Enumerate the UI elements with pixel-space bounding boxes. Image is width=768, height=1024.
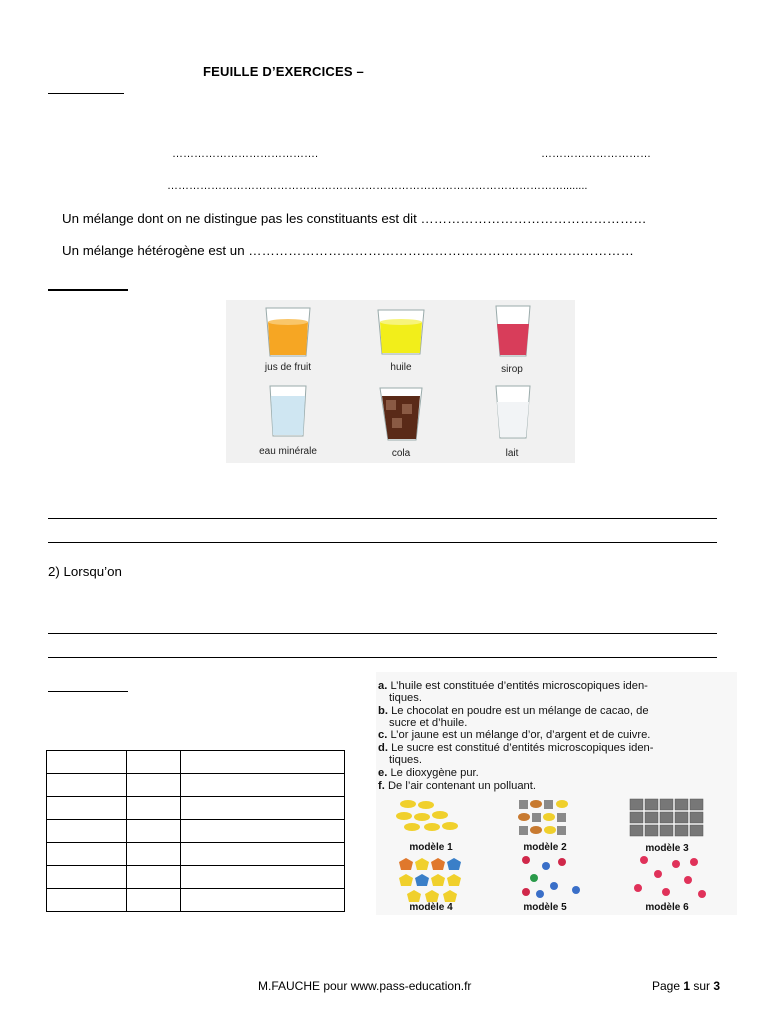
table-row [47,774,345,797]
model-2-label: modèle 2 [523,842,567,853]
model-6-particles-icon [634,856,706,898]
statement-a-cont: tiques. [389,692,422,704]
statement-b-cont: sucre et d’huile. [389,717,468,729]
glass-oil-icon [378,310,424,354]
answer-table [46,750,345,912]
table-row [47,820,345,843]
answer-line [48,542,717,543]
footer-credit: M.FAUCHE pour www.pass-education.fr [258,979,472,993]
fill-in-dots-3: ………………………………………………………………………………………………........ [167,180,588,192]
statement-b: b. Le chocolat en poudre est un mélange de cacao, de [378,705,649,717]
table-cell[interactable] [181,797,345,820]
table-cell[interactable] [181,889,345,912]
table-cell[interactable] [181,820,345,843]
table-cell[interactable] [47,751,127,774]
answer-line [48,518,717,519]
section-underline [48,691,128,692]
label-fruit-juice: jus de fruit [264,362,312,373]
table-cell[interactable] [47,889,127,912]
table-cell[interactable] [47,820,127,843]
table-row [47,843,345,866]
model-2-particles-icon [518,800,568,835]
table-row [47,751,345,774]
glass-water-icon [270,386,306,436]
table-row [47,866,345,889]
label-syrup: sirop [501,364,523,375]
sentence-homogeneous: Un mélange dont on ne distingue pas les constituants est dit …………………………………………… [62,211,647,226]
table-cell[interactable] [47,774,127,797]
answer-line [48,633,717,634]
glass-fruit-juice-icon [266,308,310,356]
statement-d: d. Le sucre est constitué d’entités microscopiques iden- [378,742,654,754]
statement-e: e. Le dioxygène pur. [378,767,479,779]
model-1-particles-icon [396,800,458,831]
table-cell[interactable] [47,797,127,820]
section-underline [48,289,128,291]
glass-syrup-icon [496,306,530,356]
model-5-label: modèle 5 [523,902,567,913]
table-cell[interactable] [127,820,181,843]
label-oil: huile [390,362,412,373]
table-cell[interactable] [181,843,345,866]
model-1-label: modèle 1 [409,842,453,853]
table-cell[interactable] [181,774,345,797]
table-row [47,889,345,912]
table-cell[interactable] [127,774,181,797]
footer-page-number: Page 1 sur 3 [652,979,721,993]
label-milk: lait [505,448,519,459]
table-cell[interactable] [181,866,345,889]
question-2-label: 2) Lorsqu’on [48,564,122,579]
fill-in-dots-1: …………………………………. [172,148,319,160]
drinks-illustration [226,300,575,463]
answer-line [48,657,717,658]
table-cell[interactable] [181,751,345,774]
model-4-particles-icon [399,858,461,902]
model-6-label: modèle 6 [645,902,689,913]
label-cola: cola [391,448,411,459]
statement-d-cont: tiques. [389,754,422,766]
drinks-glasses-graphic [226,300,575,463]
sentence-heterogeneous: Un mélange hétérogène est un …………………………………………………………………………… [62,243,634,258]
table-cell[interactable] [127,797,181,820]
page-title: FEUILLE D’EXERCICES – [203,64,364,79]
table-cell[interactable] [127,843,181,866]
statement-a: a. L’huile est constituée d’entités microscopiques iden- [378,680,648,692]
glass-milk-icon [496,386,530,438]
model-4-label: modèle 4 [409,902,453,913]
model-5-particles-icon [522,856,580,898]
model-3-label: modèle 3 [645,843,689,854]
statement-f: f. De l’air contenant un polluant. [378,780,536,792]
table-row [47,797,345,820]
label-mineral-water: eau minérale [259,446,317,457]
section-underline [48,93,124,94]
table-cell[interactable] [127,866,181,889]
statement-c: c. L’or jaune est un mélange d’or, d’argent et de cuivre. [378,729,651,741]
table-cell[interactable] [127,751,181,774]
model-3-particles-icon [630,799,703,836]
glass-cola-icon [380,388,422,440]
table-cell[interactable] [47,843,127,866]
particle-models-graphic [376,796,737,915]
particle-models-illustration [376,672,737,915]
fill-in-dots-2: ………………………… [541,148,651,160]
table-cell[interactable] [47,866,127,889]
table-cell[interactable] [127,889,181,912]
